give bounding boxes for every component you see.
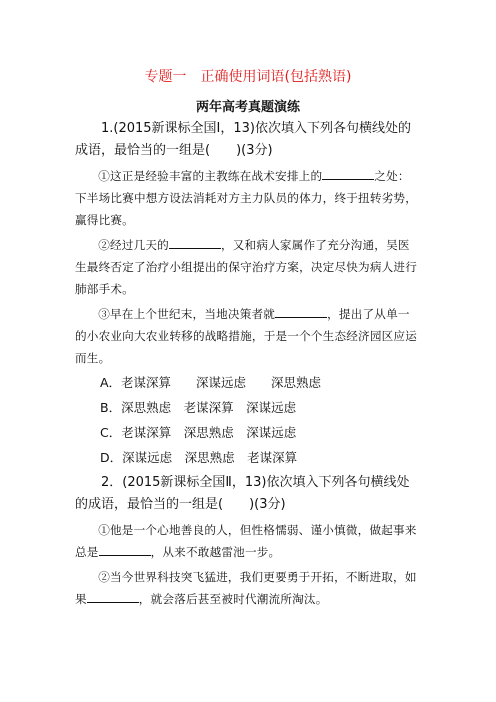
q1-option-b: B．深思熟虑 老谋深算 深谋远虑 xyxy=(100,400,297,415)
answer-blank xyxy=(275,305,327,318)
title-topic: 专题一 xyxy=(144,69,187,85)
answer-blank xyxy=(99,543,151,556)
page-title xyxy=(0,66,496,86)
answer-blank xyxy=(169,236,221,249)
answer-blank xyxy=(322,167,374,180)
q1-sentence-2: ②经过几天的 ，又和病人家属作了充分沟通，吴医生最终否定了治疗小组提出的保守治疗方案，决定尽快为病人进行肺部手术。 xyxy=(75,238,418,296)
answer-blank xyxy=(87,590,139,603)
q1-sentence-1: ①这正是经验丰富的主教练在战术安排上的 之处：下半场比赛中想方设法消耗对方主力队员的体力，终于扭转劣势，赢得比赛。 xyxy=(75,169,418,227)
q2-sentence-2: ②当今世界科技突飞猛进，我们更要勇于开拓，不断进取，如果 ，就会落后甚至被时代潮流所淘汰。 xyxy=(75,570,417,606)
question-body xyxy=(75,118,421,613)
q1-option-a: A．老谋深算 深谋远虑 深思熟虑 xyxy=(100,375,322,390)
q2-sentence-1: ①他是一个心地善良的人，但性格懦弱、谨小慎微，做起事来总是 ，从来不敢越雷池一步。 xyxy=(75,523,417,559)
section-heading: 两年高考真题演练 xyxy=(195,100,300,115)
q1-option-c: C．老谋深算 深思熟虑 深谋远虑 xyxy=(100,425,297,440)
title-subject: 正确使用词语(包括熟语) xyxy=(200,69,352,85)
q1-option-d: D．深谋远虑 深思熟虑 老谋深算 xyxy=(100,450,298,465)
q2-stem: 2．(2015新课标全国Ⅱ，13)依次填入下列各句横线处的成语，最恰当的一组是( )(3分) xyxy=(75,475,410,512)
q1-stem: 1.(2015新课标全国Ⅰ，13)依次填入下列各句横线处的成语，最恰当的一组是( )(3分) xyxy=(75,121,412,158)
q1-sentence-3: ③早在上个世纪末，当地决策者就 ，提出了从单一的小农业向大农业转移的战略措施，于是一个个生态经济园区应运而生。 xyxy=(75,307,418,365)
